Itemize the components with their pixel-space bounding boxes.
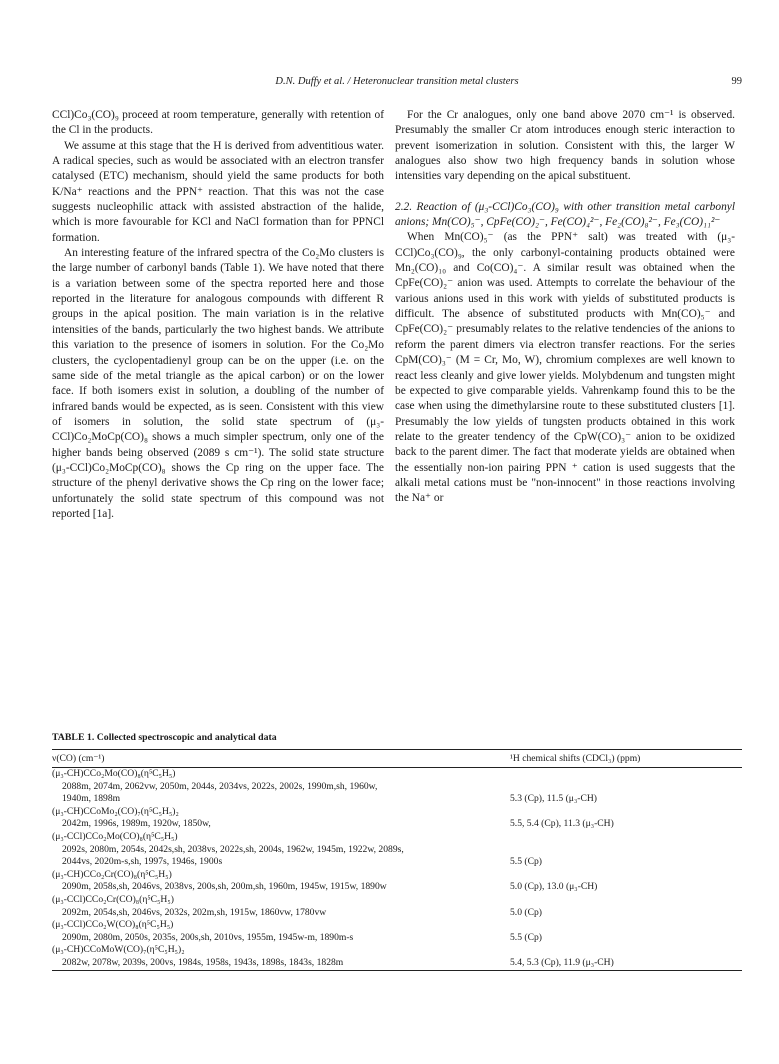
table-title: TABLE 1. Collected spectroscopic and analytical data — [52, 732, 277, 743]
compound-formula: (μ₃-CH)CCo₂Cr(CO)₈(η⁵C₅H₅) — [52, 868, 172, 880]
table-row — [52, 768, 742, 806]
left-column — [52, 108, 384, 522]
right-column — [395, 108, 735, 507]
table-cell-bands — [52, 831, 502, 869]
column-header: ν(CO) (cm⁻¹) — [52, 753, 105, 764]
carbonyl-bands: 2044vs, 2020m-s,sh, 1997s, 1946s, 1900s — [62, 856, 223, 868]
table-cell-bands — [52, 768, 502, 806]
running-title: D.N. Duffy et al. / Heteronuclear transition metal clusters — [275, 76, 519, 87]
table-body — [52, 768, 742, 970]
carbonyl-bands: 2092s, 2080m, 2054s, 2042s,sh, 2038vs, 2022s,sh, 2004s, 1962w, 1945m, 1922w, 2089s, — [62, 843, 404, 855]
carbonyl-bands: 2088m, 2074m, 2062vw, 2050m, 2044s, 2034vs, 2022s, 2002s, 1990m,sh, 1960w, — [62, 780, 378, 792]
table-header-row — [52, 750, 742, 767]
carbonyl-bands: 1940m, 1898m — [62, 793, 121, 805]
table-cell-shift: 5.5 (Cp) — [510, 931, 542, 943]
table-row — [52, 894, 742, 919]
section-heading: 2.2. Reaction of (μ₃-CCl)Co₃(CO)₉ with other transition metal carbonyl anions; Mn(CO)₅⁻, CpFe(CO)₂⁻, Fe(CO)₄²⁻, Fe₂(CO)₈²⁻, Fe₃(CO)₁₁²⁻ — [395, 200, 735, 229]
carbonyl-bands: 2090m, 2058s,sh, 2046vs, 2038vs, 200s,sh, 200m,sh, 1960m, 1945w, 1915w, 1890w — [62, 881, 387, 893]
table-cell-shift: 5.3 (Cp), 11.5 (μ₃-CH) — [510, 793, 598, 805]
table-cell-bands — [52, 869, 502, 894]
compound-formula: (μ₃-CH)CCoMoW(CO)₇(η⁵C₅H₅)₂ — [52, 944, 185, 956]
carbonyl-bands: 2092m, 2054s,sh, 2046vs, 2032s, 202m,sh, 1915w, 1860vw, 1780vw — [62, 906, 327, 918]
paragraph: We assume at this stage that the H is derived from adventitious water. A radical species, such as would be associated with an electron transfer catalysed (ETC) mechanism, should yield the same products for both K/Na⁺ reactions and the PPN⁺ reaction. That this was not the case suggests nucleophilic attack with assisted abstraction of the halide, which is more favourable for KCl and NaCl formation than for PPNCl formation. — [52, 139, 384, 244]
paragraph: When Mn(CO)₅⁻ (as the PPN⁺ salt) was treated with (μ₃-CCl)Co₃(CO)₉, the only carbonyl-containing products obtained were Mn₂(CO)₁₀ and Co(CO)₄⁻. A similar result was obtained when the CpFe(CO)₂⁻ anion was used. Attempts to correlate the behaviour of the various anions used in this work with yields of substituted products is difficult. The absence of substituted products with Mn(CO)₅⁻ and CpFe(CO)₂⁻ presumably relates to the relative tendencies of the anions to reform the parent dimers via electron transfer reactions. For the series CpM(CO)₃⁻ (M = Cr, Mo, W), chromium complexes are well known to react less cleanly and give lower yields. Molybdenum and tungsten might be expected to give comparable yields. Vahrenkamp found this to be the case when using the dimethylarsine route to these substituted clusters [1]. Presumably the low yields of tungsten products obtained in this work relate to the greater tendency of the CpW(CO)₃⁻ anion to be oxidized back to the parent dimer. The fact that moderate yields are obtained when the essentially non-ion pairing PPN ⁺ cation is used suggests that the alkali metal cations must be "non-innocent" in those reactions involving the Na⁺ or — [395, 231, 735, 505]
table-cell-shift: 5.5 (Cp) — [510, 856, 542, 868]
carbonyl-bands: 2082w, 2078w, 2039s, 200vs, 1984s, 1958s, 1943s, 1898s, 1843s, 1828m — [62, 956, 344, 968]
paragraph: CCl)Co₃(CO)₉ proceed at room temperature, generally with retention of the Cl in the products. — [52, 109, 384, 137]
table-row — [52, 831, 742, 869]
column-header: ¹H chemical shifts (CDCl₃) (ppm) — [510, 753, 641, 764]
table-row — [52, 806, 742, 831]
running-header — [52, 76, 742, 92]
paragraph: An interesting feature of the infrared spectra of the Co₂Mo clusters is the large number of carbonyl bands (Table 1). We have noted that there is a variation between some of the spectra reported here and those reported in the literature for analogous compounds with different R groups in the apical position. The main variation is in the relative intensities of the bands, particularly the two highest bands. We attribute this variation to the presence of isomers in solution. For the Co₂Mo clusters, the cyclopentadienyl group can be on the upper (i.e. on the same side of the metal triangle as the apical carbon) or on the lower face. If both isomers exist in solution, a doubling of the number of infrared bands would be expected, as is seen. Consistent with this view of isomers in solution, the solid state spectrum of (μ₃-CCl)Co₂MoCp(CO)₈ shows a much simpler spectrum, only one of the higher bands being observed (2089 s cm⁻¹). The solid state structure (μ₃-CCl)Co₂MoCp(CO)₈ shows the Cp ring on the upper face. The structure of the phenyl derivative shows the Cp ring on the lower face; unfortunately the solid state spectrum of this compound was not reported [1a]. — [52, 247, 384, 520]
compound-formula: (μ₃-CCl)CCo₂W(CO)₈(η⁵C₅H₅) — [52, 919, 174, 931]
table-cell-bands — [52, 919, 502, 944]
table-cell-shift: 5.0 (Cp), 13.0 (μ₃-CH) — [510, 881, 598, 893]
table-cell-bands — [52, 806, 502, 831]
carbonyl-bands: 2090m, 2080m, 2050s, 2035s, 200s,sh, 2010vs, 1955m, 1945w-m, 1890m-s — [62, 931, 354, 943]
table-row — [52, 944, 742, 969]
table-cell-shift: 5.0 (Cp) — [510, 906, 542, 918]
compound-formula: (μ₃-CCl)CCo₂Cr(CO)₈(η⁵C₅H₅) — [52, 893, 174, 905]
table-cell-bands — [52, 894, 502, 919]
compound-formula: (μ₃-CH)CCoMo₂(CO)₇(η⁵C₅H₅)₂ — [52, 805, 179, 817]
compound-formula: (μ₃-CCl)CCo₂Mo(CO)₈(η⁵C₅H₅) — [52, 830, 178, 842]
table-cell-shift: 5.5, 5.4 (Cp), 11.3 (μ₃-CH) — [510, 818, 614, 830]
page-number: 99 — [731, 76, 742, 87]
paragraph: For the Cr analogues, only one band above 2070 cm⁻¹ is observed. Presumably the smaller Cr atom introduces enough steric interaction to prevent isomerization in solution. Consistent with this, the larger W analogues also show two high frequency bands in solution whose intensities vary depending on the apical substituent. — [395, 109, 735, 183]
table-row — [52, 919, 742, 944]
carbonyl-bands: 2042m, 1996s, 1989m, 1920w, 1850w, — [62, 818, 211, 830]
table-bottom-rule — [52, 970, 742, 971]
table-cell-bands — [52, 944, 502, 969]
table-row — [52, 869, 742, 894]
compound-formula: (μ₃-CH)CCo₂Mo(CO)₈(η⁵C₅H₅) — [52, 768, 176, 779]
data-table — [52, 732, 742, 971]
table-cell-shift: 5.4, 5.3 (Cp), 11.9 (μ₃-CH) — [510, 956, 614, 968]
